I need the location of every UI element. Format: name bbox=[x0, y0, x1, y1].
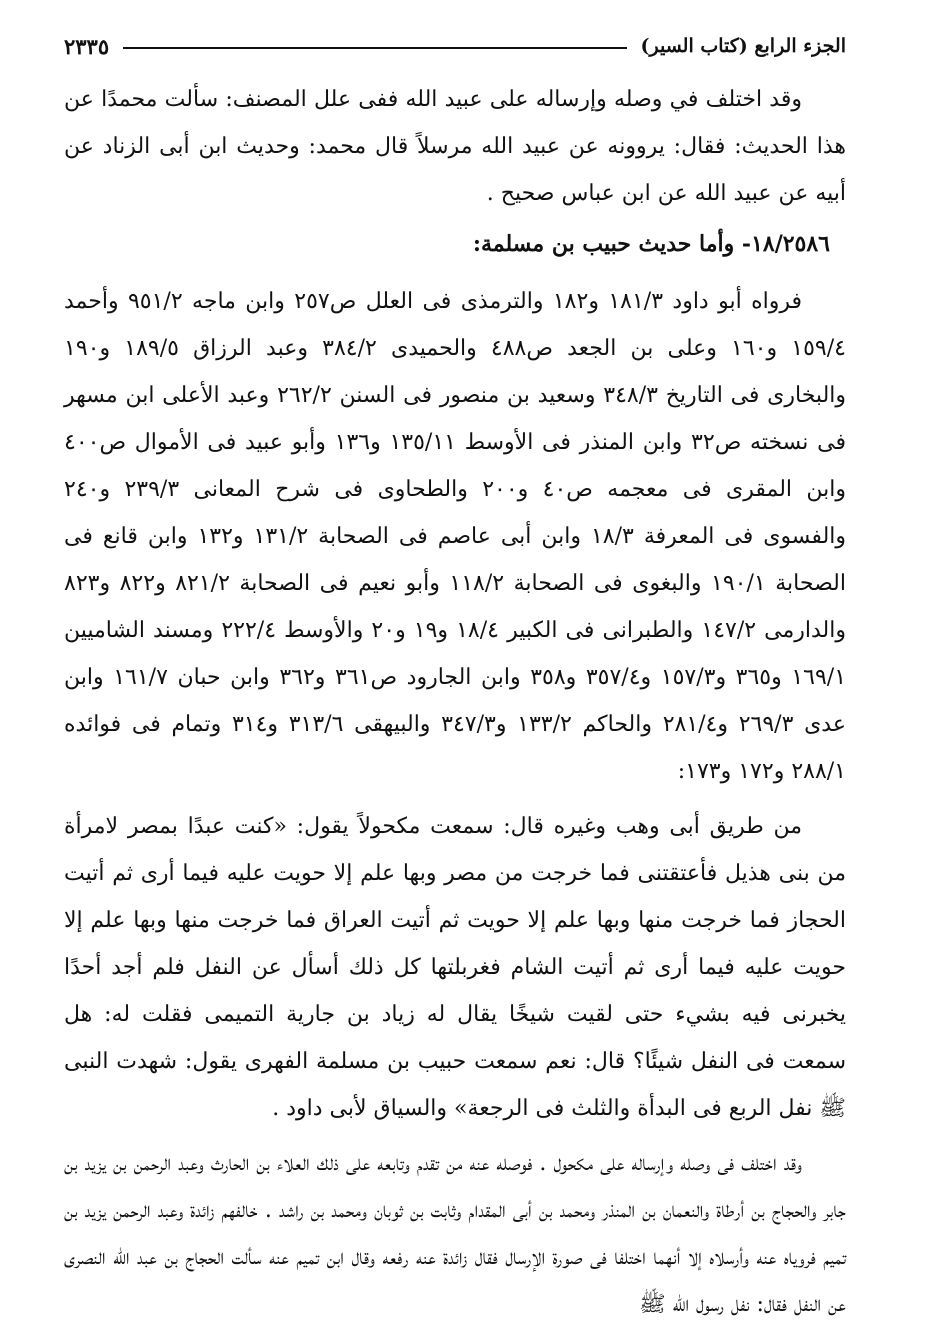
running-header bbox=[64, 28, 846, 64]
book-page bbox=[64, 28, 846, 1328]
hadith-section-heading: ١٨/٢٥٨٦- وأما حديث حبيب بن مسلمة: bbox=[472, 231, 830, 257]
page-number: ٢٣٣٥ bbox=[64, 33, 110, 59]
paragraph-discussion: وقد اختلف فى وصله وإرساله على مكحول . فوصله عنه من تقدم وتابعه على ذلك العلاء بن الحارث وعبد الرحمن بن يزيد بن جابر والحجاج بن أرطاة والنعمان بن المنذر ومحمد بن أبى المقدام وثابت بن ثوبان ومحمد بن راشد . خالفهم زائدة وعبد الرحمن يزيد بن تميم فروياه عنه وأرسلاه إلا أنهما اختلفا فى صورة الإرسال فقال زائدة عنه رفعه وقال ابن تميم عنه سألت الحجاج بن عبد الله النصرى عن النفل فقال: نفل رسول الله ﷺ bbox=[64, 1151, 846, 1317]
header-rule bbox=[123, 47, 626, 49]
paragraph-sources: فرواه أبو داود ١٨١/٣ و١٨٢ والترمذى فى العلل ص٢٥٧ وابن ماجه ٩٥١/٢ وأحمد ١٥٩/٤ و١٦٠ وعلى بن الجعد ص٤٨٨ والحميدى ٣٨٤/٢ وعبد الرزاق ١٨٩/٥ و١٩٠ والبخارى فى التاريخ ٣٤٨/٣ وسعيد بن منصور فى السنن ٢٦٢/٢ وعبد الأعلى ابن مسهر فى نسخته ص٣٢ وابن المنذر فى الأوسط ١٣٥/١١ و١٣٦ وأبو عبيد فى الأموال ص٤٠٠ وابن المقرى فى معجمه ص٤٠ و٢٠٠ والطحاوى فى شرح المعانى ٢٣٩/٣ و٢٤٠ والفسوى فى المعرفة ١٨/٣ وابن أبى عاصم فى الصحابة ١٣١/٢ و١٣٢ وابن قانع فى الصحابة ١٩٠/١ والبغوى فى الصحابة ١١٨/٢ وأبو نعيم فى الصحابة ٨٢١/٢ و٨٢٢ و٨٢٣ والدارمى ١٤٧/٢ والطبرانى فى الكبير ١٨/٤ و١٩ و٢٠ والأوسط ٢٢٢/٤ ومسند الشاميين ١٦٩/١ و٣٦٥ و١٥٧/٣ و٣٥٧/٤ و٣٥٨ وابن الجارود ص٣٦١ و٣٦٢ وابن حبان ١٦١/٧ وابن عدى ٢٦٩/٣ و٢٨١/٤ والحاكم ١٣٣/٢ و٣٤٧/٣ والبيهقى ٣١٣/٦ و٣١٤ وتمام فى فوائده ٢٨٨/١ و١٧٢ و١٧٣: bbox=[64, 289, 847, 784]
chapter-title: الجزء الرابع (كتاب السير) bbox=[640, 35, 846, 57]
paragraph-hadith-text: من طريق أبى وهب وغيره قال: سمعت مكحولاً يقول: «كنت عبدًا بمصر لامرأة من بنى هذيل فأعتقتنى فما خرجت من مصر وبها علم إلا حويت عليه فيما أرى ثم أتيت الحجاز فما خرجت منها وبها علم إلا حويت ثم أتيت العراق فما خرجت منها وبها علم إلا حويت عليه فيما أرى ثم أتيت الشام فغربلتها كل ذلك أسأل عن النفل فلم أجد أحدًا يخبرنى فيه بشيء حتى لقيت شيخًا يقال له زياد بن جارية التميمى فقلت له: هل سمعت فى النفل شيئًا؟ قال: نعم سمعت حبيب بن مسلمة الفهرى يقول: شهدت النبى ﷺ نفل الربع فى البدأة والثلث فى الرجعة» والسياق لأبى داود . bbox=[64, 814, 846, 1121]
page-body bbox=[64, 76, 846, 1328]
paragraph-intro: وقد اختلف في وصله وإرساله على عبيد الله ففى علل المصنف: سألت محمدًا عن هذا الحديث: فقال: يروونه عن عبيد الله مرسلاً قال محمد: وحديث ابن أبى الزناد عن أبيه عن عبيد الله عن ابن عباس صحيح . bbox=[64, 87, 846, 206]
